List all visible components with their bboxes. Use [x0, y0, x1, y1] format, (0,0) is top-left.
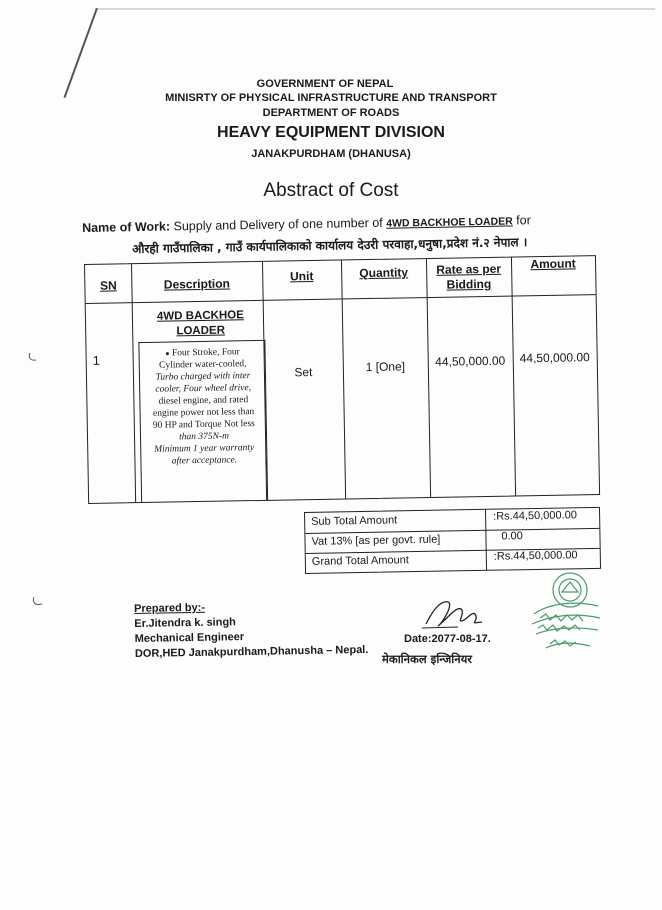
work-location-nepali: औरही गाउँपालिका , गाउँ कार्यपालिकाको कार्यालय देउरी परवाहा,धनुषा,प्रदेश नं.२ नेपाल । — [132, 235, 528, 256]
signature-date: Date:2077-08-17. — [404, 633, 491, 645]
work-suffix: for — [512, 213, 531, 228]
designation-nepali: मेकानिकल इन्जिनियर — [382, 652, 472, 666]
header-description: Description — [163, 276, 230, 292]
cell-rate: 44,50,000.00 — [435, 353, 506, 369]
totals-table — [304, 507, 601, 574]
spec-line: Turbo charged with inter — [155, 371, 251, 383]
header-unit: Unit — [289, 268, 314, 284]
cell-sn: 1 — [92, 352, 101, 368]
spec-line: engine power not less than — [152, 407, 255, 419]
cost-table — [84, 255, 600, 504]
col-divider — [426, 259, 431, 497]
col-divider — [131, 264, 136, 502]
col-divider — [341, 260, 346, 498]
work-text: Supply and Delivery of one number of — [169, 215, 387, 234]
grand-total-value: :Rs.44,50,000.00 — [493, 549, 578, 563]
preparer-name: Er.Jitendra k. singh — [134, 616, 236, 630]
prepared-by-heading: Prepared by:- — [134, 601, 206, 615]
grand-total-label: Grand Total Amount — [311, 554, 409, 568]
spec-line: than 375N-m — [179, 431, 230, 443]
header-government: GOVERNMENT OF NEPAL — [256, 78, 394, 90]
cell-quantity: 1 [One] — [365, 359, 406, 375]
item-specifications — [142, 346, 264, 468]
col-divider — [511, 258, 516, 496]
page-title: Abstract of Cost — [263, 180, 399, 201]
signature-image — [418, 594, 488, 634]
work-equipment: 4WD BACKHOE LOADER — [386, 215, 513, 230]
work-label: Name of Work: — [82, 219, 171, 235]
prepared-by-block — [134, 598, 369, 662]
spec-line: after acceptance. — [171, 455, 238, 467]
vat-label: Vat 13% [as per govt. rule] — [311, 533, 441, 548]
item-name: 4WD BACKHOE LOADER — [156, 309, 244, 338]
header-division: HEAVY EQUIPMENT DIVISION — [217, 124, 445, 141]
header-ministry: MINISRTY OF PHYSICAL INFRASTRUCTURE AND TRANSPORT — [165, 92, 497, 104]
subtotal-label: Sub Total Amount — [311, 514, 398, 528]
header-rate: Rate as per Bidding — [436, 261, 502, 292]
spec-line: cooler, Four wheel drive, — [155, 383, 252, 395]
preparer-designation: Mechanical Engineer — [134, 631, 245, 645]
header-amount: Amount — [530, 256, 576, 272]
spec-line: 90 HP and Torque Not less — [152, 419, 255, 431]
header-department: DEPARTMENT OF ROADS — [262, 107, 400, 119]
spec-line: Minimum 1 year warranty — [154, 443, 255, 455]
cell-amount: 44,50,000.00 — [519, 350, 590, 366]
spec-line: Cylinder water-cooled, — [158, 359, 247, 371]
header-quantity: Quantity — [359, 265, 409, 281]
office-seal — [528, 570, 604, 662]
scan-edge — [95, 8, 655, 10]
vat-value: 0.00 — [501, 530, 523, 543]
header-sn: SN — [99, 278, 117, 293]
name-of-work — [82, 213, 531, 235]
totals-row-grand — [306, 548, 600, 572]
scan-mark — [26, 350, 40, 364]
spec-line: ● Four Stroke, Four — [165, 347, 240, 359]
preparer-office: DOR,HED Janakpurdham,Dhanusha – Nepal. — [134, 643, 369, 660]
header-location: JANAKPURDHAM (DHANUSA) — [251, 148, 411, 160]
spec-line: diesel engine, and rated — [158, 395, 249, 407]
cell-unit: Set — [294, 365, 313, 380]
bullet-icon: ● — [165, 349, 170, 358]
subtotal-value: :Rs.44,50,000.00 — [493, 509, 577, 523]
scan-mark — [30, 594, 46, 610]
